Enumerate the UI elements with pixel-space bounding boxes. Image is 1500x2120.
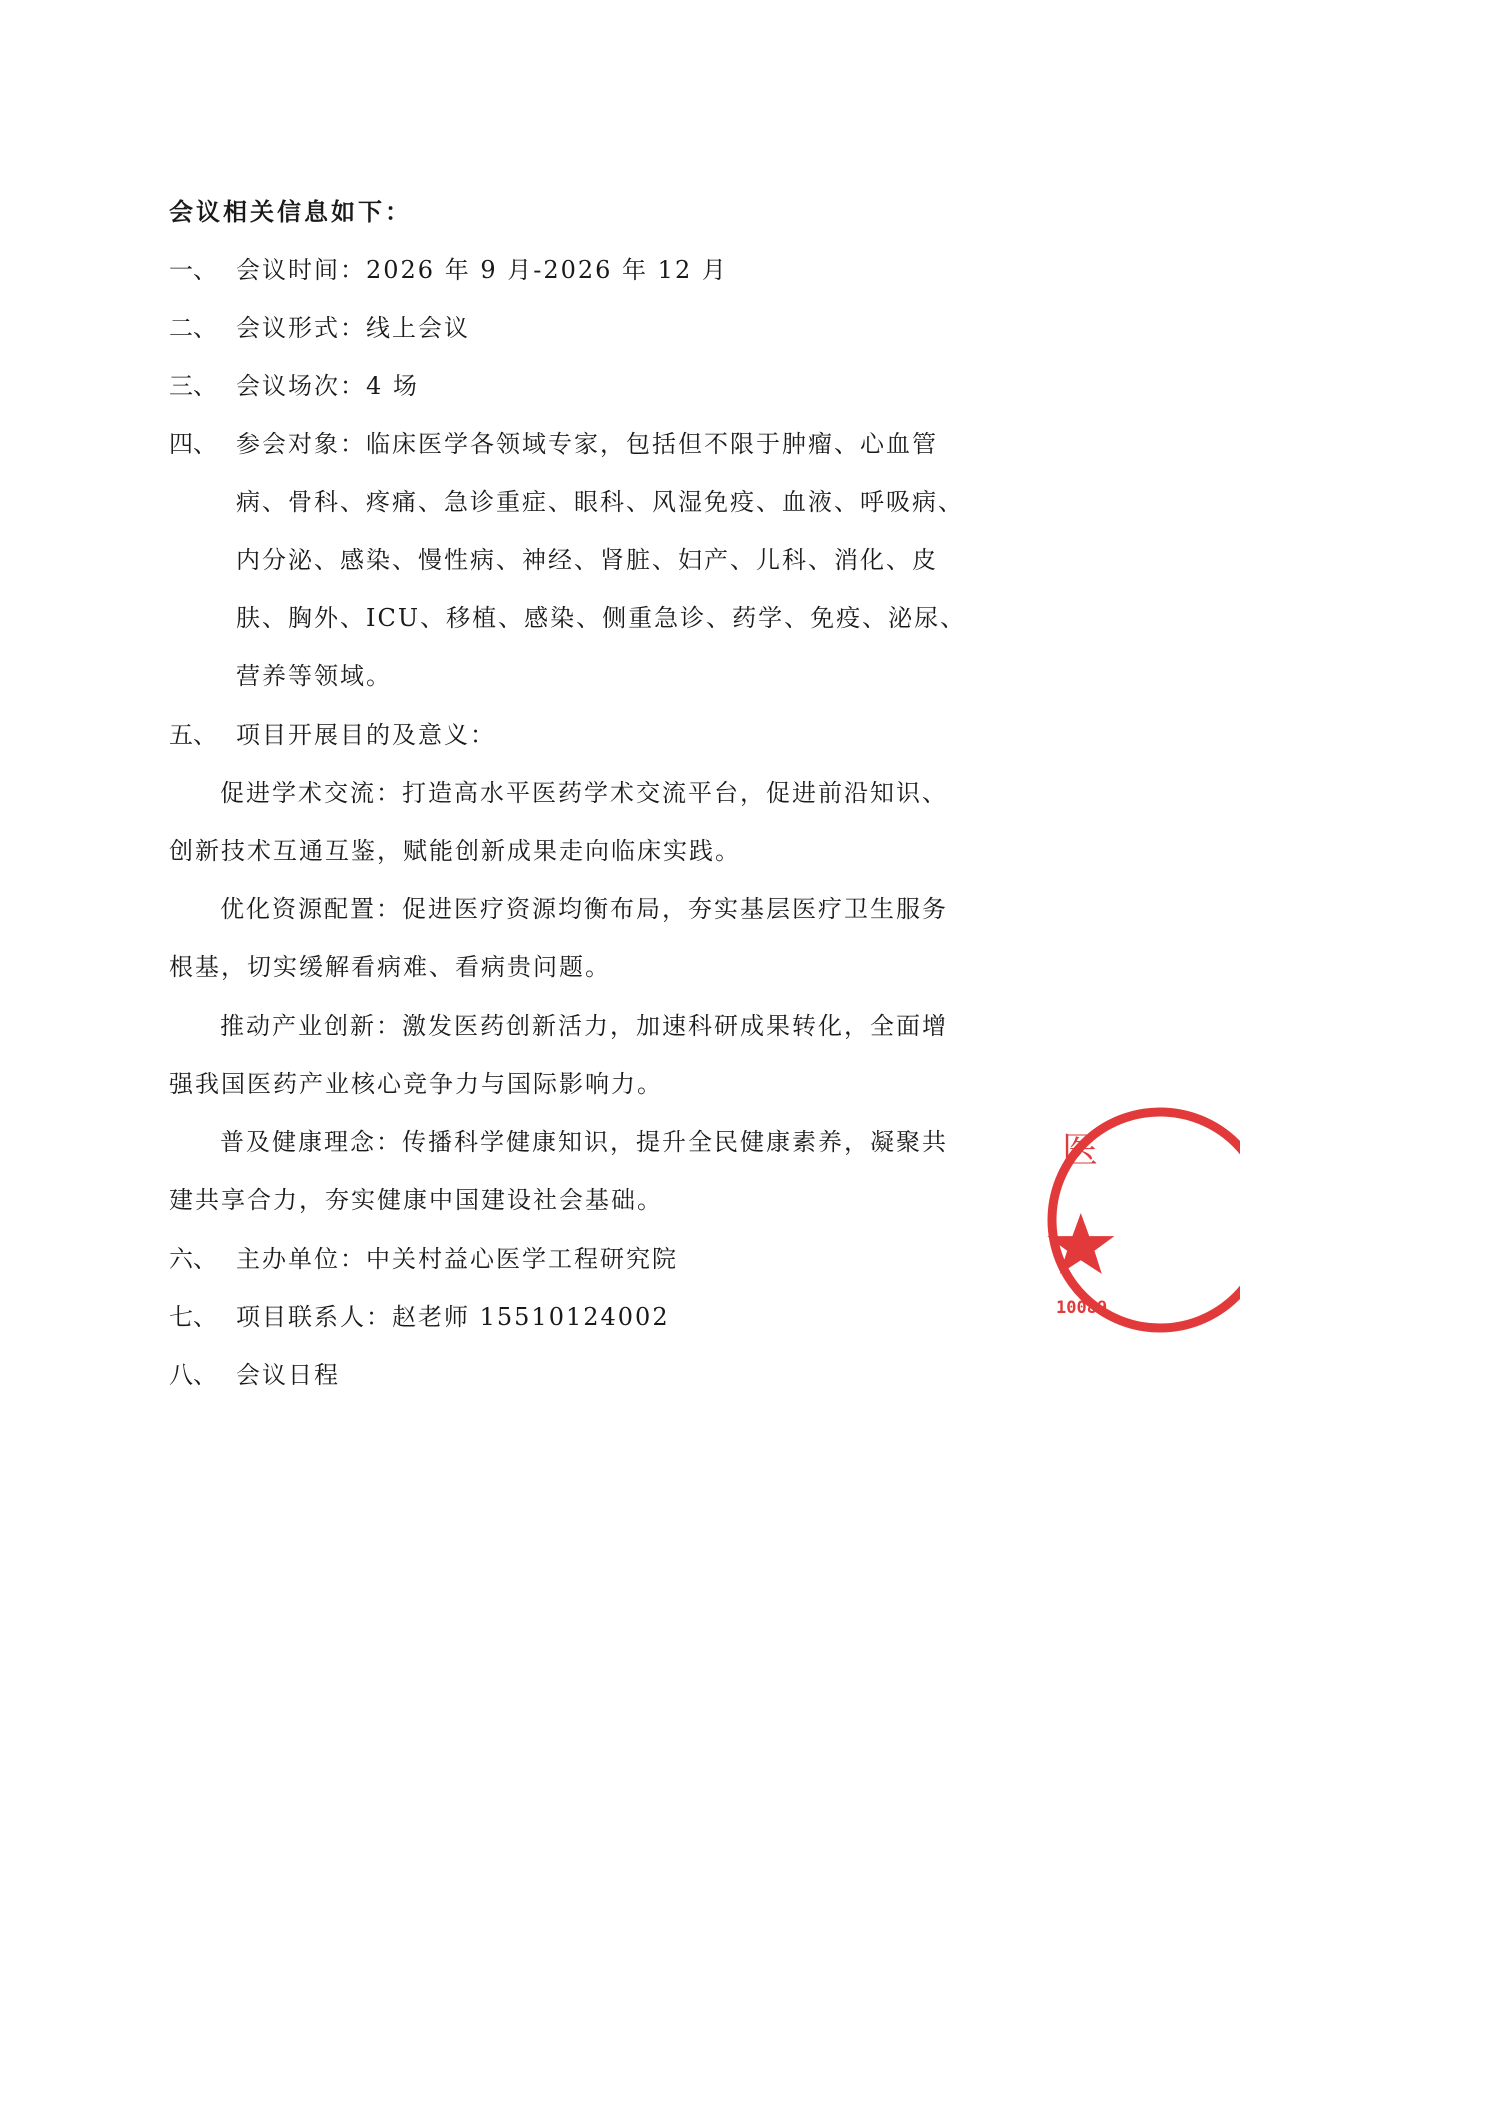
meeting-time: 会议时间：2026 年 9 月-2026 年 12 月 bbox=[236, 256, 728, 284]
item-number: 五、 bbox=[169, 721, 217, 749]
item-number: 七、 bbox=[169, 1303, 217, 1331]
participants-line: 病、骨科、疼痛、急诊重症、眼科、风湿免疫、血液、呼吸病、 bbox=[236, 488, 964, 516]
item-number: 三、 bbox=[169, 372, 217, 400]
seal-number: 10089 bbox=[1056, 1298, 1108, 1318]
seal-char: 医 bbox=[1062, 1130, 1099, 1171]
contact: 项目联系人：赵老师 15510124002 bbox=[236, 1303, 670, 1331]
participants-line: 营养等领域。 bbox=[236, 662, 392, 690]
item-number: 一、 bbox=[169, 256, 217, 284]
paragraph-continuation: 建共享合力，夯实健康中国建设社会基础。 bbox=[169, 1186, 663, 1214]
meeting-sessions: 会议场次：4 场 bbox=[236, 372, 419, 400]
item-number: 八、 bbox=[169, 1361, 217, 1389]
participants-line: 肤、胸外、ICU、移植、感染、侧重急诊、药学、免疫、泌尿、 bbox=[236, 604, 967, 632]
paragraph-continuation: 创新技术互通互鉴，赋能创新成果走向临床实践。 bbox=[169, 837, 741, 865]
item-number: 六、 bbox=[169, 1245, 217, 1273]
organizer: 主办单位：中关村益心医学工程研究院 bbox=[236, 1245, 678, 1273]
meeting-format: 会议形式：线上会议 bbox=[236, 314, 470, 342]
paragraph-continuation: 强我国医药产业核心竞争力与国际影响力。 bbox=[169, 1070, 663, 1098]
paragraph-continuation: 根基，切实缓解看病难、看病贵问题。 bbox=[169, 953, 611, 981]
item-number: 二、 bbox=[169, 314, 217, 342]
purpose-heading: 项目开展目的及意义： bbox=[236, 721, 496, 749]
item-number: 四、 bbox=[169, 430, 217, 458]
participants-line: 内分泌、感染、慢性病、神经、肾脏、妇产、儿科、消化、皮 bbox=[236, 546, 938, 574]
official-seal-icon bbox=[1040, 1100, 1240, 1340]
meeting-schedule: 会议日程 bbox=[236, 1361, 340, 1389]
paragraph-first-line: 普及健康理念：传播科学健康知识，提升全民健康素养，凝聚共 bbox=[220, 1128, 948, 1156]
paragraph-first-line: 推动产业创新：激发医药创新活力，加速科研成果转化，全面增 bbox=[220, 1012, 948, 1040]
paragraph-first-line: 促进学术交流：打造高水平医药学术交流平台，促进前沿知识、 bbox=[220, 779, 948, 807]
participants-line: 参会对象：临床医学各领域专家，包括但不限于肿瘤、心血管 bbox=[236, 430, 938, 458]
paragraph-first-line: 优化资源配置：促进医疗资源均衡布局，夯实基层医疗卫生服务 bbox=[220, 895, 948, 923]
section-heading: 会议相关信息如下： bbox=[169, 197, 412, 226]
